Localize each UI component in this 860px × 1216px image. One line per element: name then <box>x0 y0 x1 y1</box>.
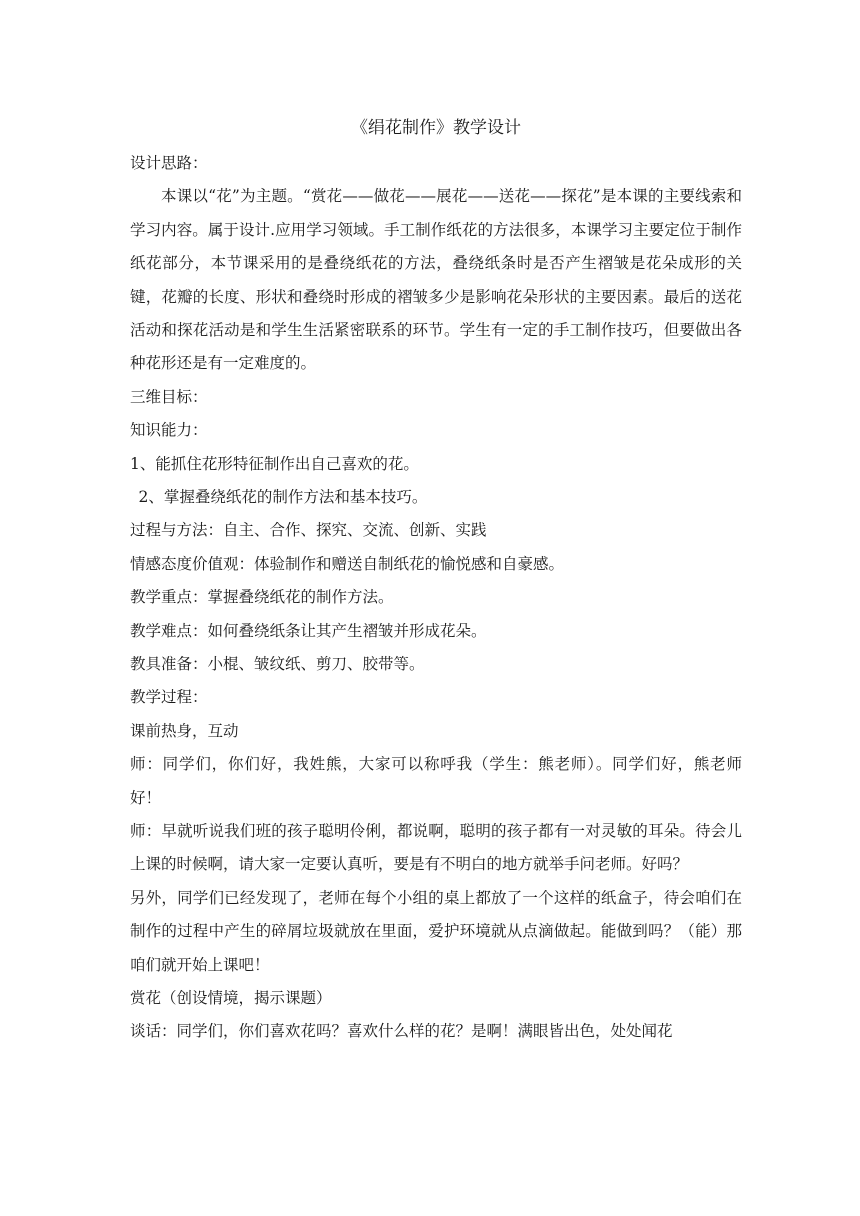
difficulty-point: 教学难点：如何叠绕纸条让其产生褶皱并形成花朵。 <box>130 621 487 640</box>
knowledge-heading: 知识能力： <box>130 421 208 440</box>
classroom-box-paragraph: 另外，同学们已经发现了，老师在每个小组的桌上都放了一个这样的纸盒子，待会咱们在制作的过程中产生的碎屑垃圾就放在里面，爱护环境就从点滴做起。能做到吗？（能）那咱们就开始上课吧！ <box>130 888 742 974</box>
knowledge-item-2: 2、掌握叠绕纸花的制作方法和基本技巧。 <box>138 488 428 506</box>
design-heading: 设计思路： <box>130 154 208 172</box>
key-point: 教学重点：掌握叠绕纸花的制作方法。 <box>130 588 394 607</box>
design-paragraph: 本课以“花”为主题。“赏花——做花——展花——送花——探花”是本课的主要线索和学习内容。属于设计.应用学习领域。手工制作纸花的方法很多，本课学习主要定位于制作纸花部分，本节课采用的是叠绕纸花的方法，叠绕纸条时是否产生褶皱是花朵成形的关键，花瓣的长度、形状和叠绕时形成的褶皱多少是影响花朵形状的主要因素。最后的送花活动和探花活动是和学生生活紧密联系的环节。学生有一定的手工制作技巧，但要做出各种花形还是有一定难度的。 <box>130 187 742 373</box>
knowledge-item-1: 1、能抓住花形特征制作出自己喜欢的花。 <box>130 454 419 473</box>
warmup-heading: 课前热身，互动 <box>130 721 239 740</box>
appreciate-heading: 赏花（创设情境，揭示课题） <box>130 988 332 1007</box>
talk-line: 谈话：同学们，你们喜欢花吗？喜欢什么样的花？是啊！满眼皆出色，处处闻花 <box>130 1022 673 1041</box>
emotion-goal: 情感态度价值观：体验制作和赠送自制纸花的愉悦感和自豪感。 <box>130 554 565 573</box>
teacher-paragraph-2: 师：早就听说我们班的孩子聪明伶俐，都说啊，聪明的孩子都有一对灵敏的耳朵。待会儿上课的时候啊，请大家一定要认真听，要是有不明白的地方就举手问老师。好吗？ <box>130 821 742 874</box>
process-heading: 教学过程： <box>130 688 208 707</box>
process-method: 过程与方法：自主、合作、探究、交流、创新、实践 <box>130 521 487 540</box>
goals-heading: 三维目标： <box>130 387 208 406</box>
document-title: 《绢花制作》教学设计 <box>351 118 521 138</box>
materials: 教具准备：小棍、皱纹纸、剪刀、胶带等。 <box>130 654 425 673</box>
document-body <box>130 111 742 1049</box>
teacher-paragraph-1: 师：同学们，你们好，我姓熊，大家可以称呼我（学生：熊老师）。同学们好，熊老师好！ <box>130 755 742 807</box>
